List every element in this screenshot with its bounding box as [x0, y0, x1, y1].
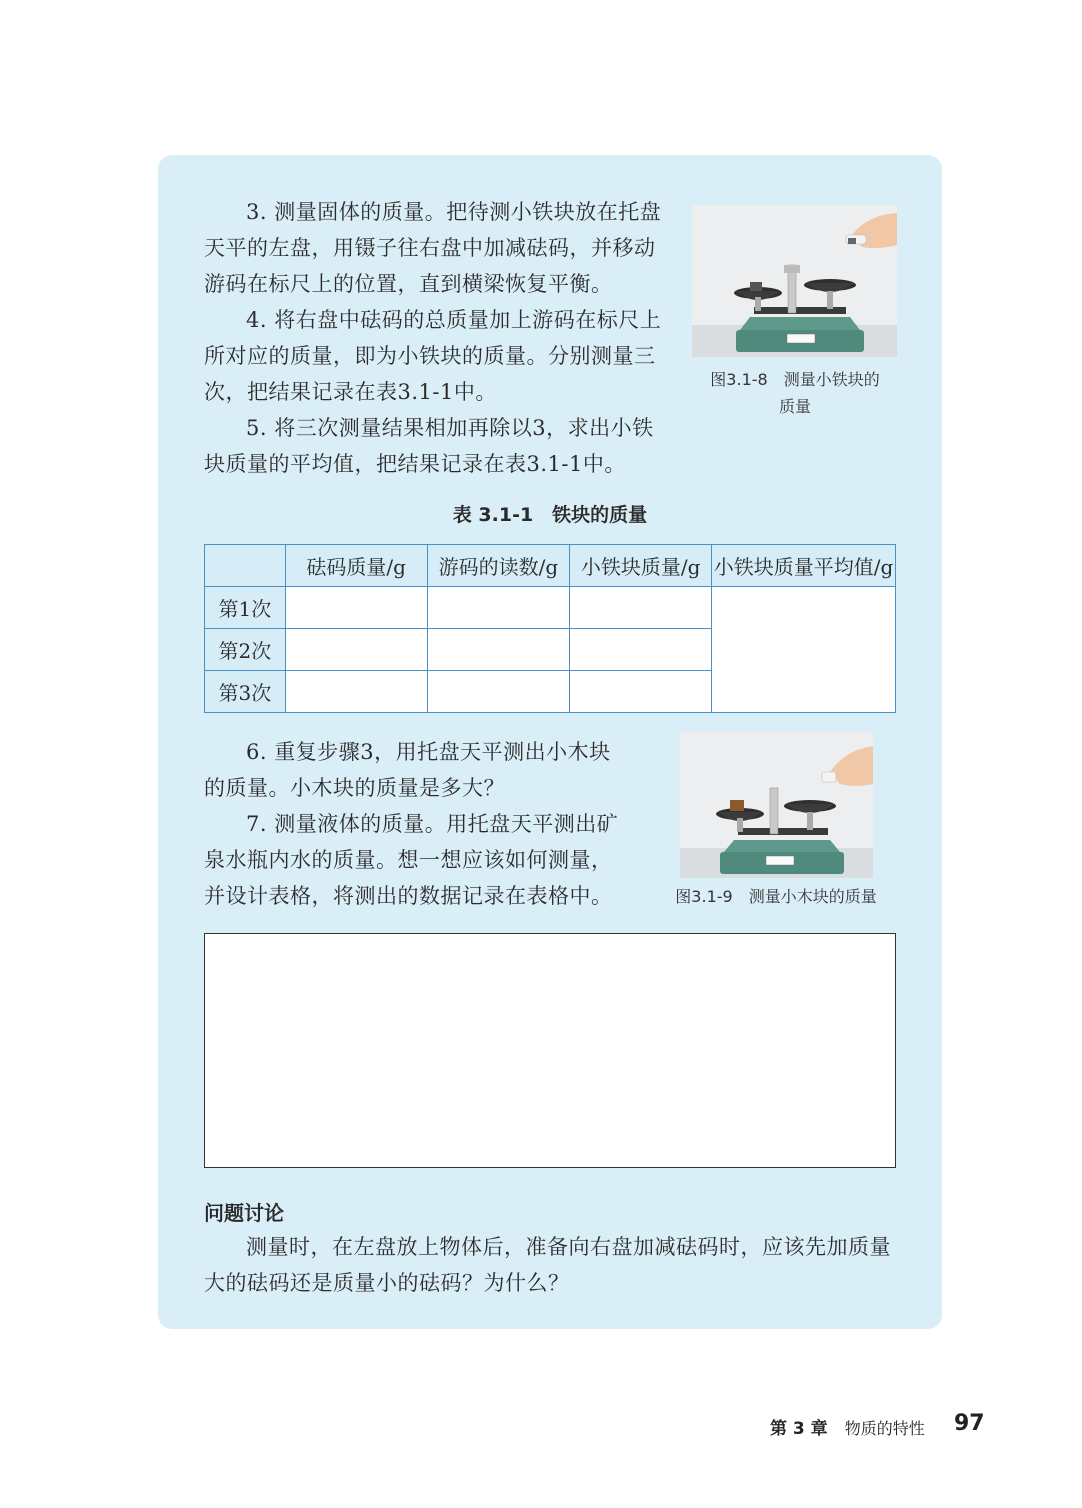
table-cell[interactable]: [285, 587, 427, 629]
iron-mass-table: [204, 544, 896, 713]
figure-balance-iron-photo: [692, 205, 897, 357]
steps-bottom: [204, 734, 632, 914]
table-row-label: 第2次: [205, 629, 286, 671]
discussion-text-block: [204, 1229, 898, 1301]
discussion-heading: 问题讨论: [204, 1201, 284, 1225]
discussion-text: 测量时，在左盘放上物体后，准备向右盘加减砝码时，应该先加质量大的砝码还是质量小的砝码？为什么？: [204, 1235, 891, 1295]
table-header-weights: 砝码质量/g: [285, 545, 427, 587]
balance-scale-illustration: [680, 732, 873, 878]
balance-scale-illustration: [692, 205, 897, 357]
table-row-label: 第1次: [205, 587, 286, 629]
design-table-box[interactable]: [204, 933, 896, 1168]
table-header-rider: 游码的读数/g: [427, 545, 570, 587]
footer-chapter: [770, 1414, 925, 1439]
step-3: 3. 测量固体的质量。把待测小铁块放在托盘天平的左盘，用镊子往右盘中加减砝码，并移动游码在标尺上的位置，直到横梁恢复平衡。: [204, 200, 662, 296]
step-7: 7. 测量液体的质量。用托盘天平测出矿泉水瓶内水的质量。想一想应该如何测量，并设计表格，将测出的数据记录在表格中。: [204, 812, 619, 908]
figure-1-caption-line2: 质量: [778, 397, 811, 416]
chapter-number: 第 3 章: [770, 1419, 828, 1439]
steps-top: [204, 194, 664, 482]
figure-2-caption: 图3.1-9 测量小木块的质量: [675, 887, 877, 906]
table-cell[interactable]: [427, 671, 570, 713]
table-cell[interactable]: [570, 629, 712, 671]
table-header-iron-mass: 小铁块质量/g: [570, 545, 712, 587]
step-6: 6. 重复步骤3，用托盘天平测出小木块的质量。小木块的质量是多大？: [204, 740, 611, 800]
chapter-title: 物质的特性: [844, 1419, 925, 1438]
figure-balance-wood-photo: [680, 732, 873, 878]
table-cell-average[interactable]: [711, 587, 895, 713]
table-row: [205, 587, 896, 629]
step-4: 4. 将右盘中砝码的总质量加上游码在标尺上所对应的质量，即为小铁块的质量。分别测量三次，把结果记录在表3.1-1中。: [204, 308, 662, 404]
step-5: 5. 将三次测量结果相加再除以3，求出小铁块质量的平均值，把结果记录在表3.1-1中。: [204, 416, 654, 476]
table-header-corner: [205, 545, 286, 587]
table-title: 表 3.1-1 铁块的质量: [452, 504, 648, 526]
table-header-row: [205, 545, 896, 587]
page-number: 97: [954, 1411, 985, 1436]
table-row-label: 第3次: [205, 671, 286, 713]
table-cell[interactable]: [427, 629, 570, 671]
table-cell[interactable]: [570, 671, 712, 713]
figure-1-caption-line1: 图3.1-8 测量小铁块的: [710, 370, 880, 389]
table-cell[interactable]: [285, 629, 427, 671]
table-cell[interactable]: [570, 587, 712, 629]
table-header-average: 小铁块质量平均值/g: [711, 545, 895, 587]
figure-1-caption: [684, 366, 906, 420]
table-cell[interactable]: [285, 671, 427, 713]
table-cell[interactable]: [427, 587, 570, 629]
